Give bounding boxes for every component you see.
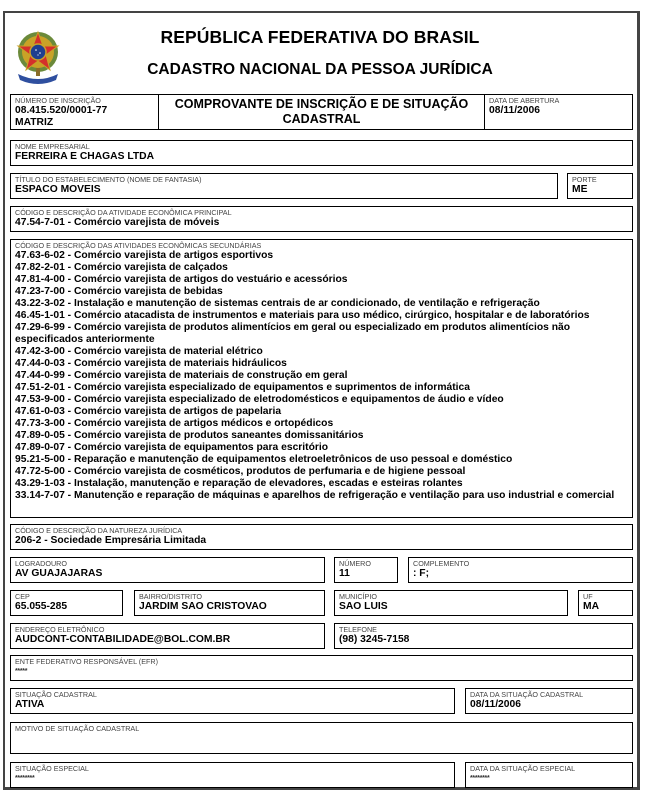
atividade-secundaria-item: 47.42-3-00 - Comércio varejista de material elétrico bbox=[15, 346, 263, 357]
atividade-secundaria-item: 47.82-2-01 - Comércio varejista de calçados bbox=[15, 262, 228, 273]
atividade-secundaria-item: 47.81-4-00 - Comércio varejista de artigos do vestuário e acessórios bbox=[15, 274, 348, 285]
natureza-label: CÓDIGO E DESCRIÇÃO DA NATUREZA JURÍDICA bbox=[15, 526, 183, 535]
logradouro-value: AV GUAJAJARAS bbox=[15, 568, 103, 579]
data-situacao-especial-label: DATA DA SITUAÇÃO ESPECIAL bbox=[470, 764, 576, 773]
email-label: ENDEREÇO ELETRÔNICO bbox=[15, 625, 105, 634]
comprovante-title-line2: CADASTRAL bbox=[282, 112, 361, 126]
brazil-coat-of-arms-icon bbox=[14, 28, 62, 86]
abertura-value: 08/11/2006 bbox=[489, 105, 540, 116]
municipio-label: MUNICÍPIO bbox=[339, 592, 377, 601]
uf-box bbox=[578, 590, 633, 616]
atividades-secundarias-box bbox=[10, 239, 633, 518]
comprovante-box bbox=[158, 94, 485, 130]
data-situacao-box bbox=[465, 688, 633, 714]
municipio-value: SAO LUIS bbox=[339, 601, 388, 612]
bairro-label: BAIRRO/DISTRITO bbox=[139, 592, 202, 601]
municipio-box bbox=[334, 590, 568, 616]
abertura-box bbox=[484, 94, 633, 130]
situacao-label: SITUAÇÃO CADASTRAL bbox=[15, 690, 97, 699]
atividade-secundaria-item: 47.23-7-00 - Comércio varejista de bebidas bbox=[15, 286, 223, 297]
atividade-secundaria-item: 43.22-3-02 - Instalação e manutenção de sistemas centrais de ar condicionado, de ventilação e refrigeração bbox=[15, 298, 540, 309]
atividade-secundaria-item: 95.21-5-00 - Reparação e manutenção de equipamentos eletroeletrônicos de uso pessoal e doméstico bbox=[15, 454, 513, 465]
titulo-value: ESPACO MOVEIS bbox=[15, 184, 101, 195]
cnpj-value: 08.415.520/0001-77 bbox=[15, 105, 108, 116]
atividade-secundaria-item: 47.53-9-00 - Comércio varejista especializado de eletrodomésticos e equipamentos de áudio e vídeo bbox=[15, 394, 504, 405]
bairro-box bbox=[134, 590, 325, 616]
tipo-value: MATRIZ bbox=[15, 116, 54, 128]
natureza-box bbox=[10, 524, 633, 550]
efr-box bbox=[10, 655, 633, 681]
header-title: REPÚBLICA FEDERATIVA DO BRASIL bbox=[160, 27, 480, 47]
email-value: AUDCONT-CONTABILIDADE@BOL.COM.BR bbox=[15, 634, 231, 645]
uf-label: UF bbox=[583, 592, 593, 601]
numero-label: NÚMERO bbox=[339, 559, 371, 568]
efr-label: ENTE FEDERATIVO RESPONSÁVEL (EFR) bbox=[15, 657, 158, 666]
situacao-box bbox=[10, 688, 455, 714]
inscricao-box bbox=[10, 94, 159, 130]
telefone-label: TELEFONE bbox=[339, 625, 377, 634]
bairro-value: JARDIM SAO CRISTOVAO bbox=[139, 601, 267, 612]
cep-label: CEP bbox=[15, 592, 30, 601]
nome-empresarial-value: FERREIRA E CHAGAS LTDA bbox=[15, 151, 155, 162]
motivo-box bbox=[10, 722, 633, 754]
atividade-secundaria-item: 47.72-5-00 - Comércio varejista de cosméticos, produtos de perfumaria e de higiene pessoal bbox=[15, 466, 466, 477]
efr-value: ***** bbox=[15, 668, 28, 675]
atividade-secundaria-item: 43.29-1-03 - Instalação, manutenção e reparação de elevadores, escadas e esteiras rolantes bbox=[15, 478, 463, 489]
atividade-secundaria-item: 47.29-6-99 - Comércio varejista de produtos alimentícios em geral ou especializado em produtos alimentícios não especificados anteriormente bbox=[15, 322, 571, 345]
cep-value: 65.055-285 bbox=[15, 601, 68, 612]
header-subtitle: CADASTRO NACIONAL DA PESSOA JURÍDICA bbox=[147, 61, 493, 78]
numero-box bbox=[334, 557, 398, 583]
telefone-box bbox=[334, 623, 633, 649]
complemento-value: : F; bbox=[413, 568, 430, 579]
atividade-principal-box bbox=[10, 206, 633, 232]
atividade-secundaria-item: 47.89-0-07 - Comércio varejista de equipamentos para escritório bbox=[15, 442, 329, 453]
complemento-label: COMPLEMENTO bbox=[413, 559, 470, 568]
logradouro-label: LOGRADOURO bbox=[15, 559, 67, 568]
situacao-especial-label: SITUAÇÃO ESPECIAL bbox=[15, 764, 89, 773]
porte-box bbox=[567, 173, 633, 199]
nome-empresarial-label: NOME EMPRESARIAL bbox=[15, 142, 90, 151]
atividade-secundaria-item: 47.44-0-03 - Comércio varejista de materiais hidráulicos bbox=[15, 358, 287, 369]
atividade-principal-label: CÓDIGO E DESCRIÇÃO DA ATIVIDADE ECONÔMICA PRINCIPAL bbox=[15, 208, 232, 217]
complemento-box bbox=[408, 557, 633, 583]
situacao-value: ATIVA bbox=[15, 699, 45, 710]
porte-value: ME bbox=[572, 184, 588, 195]
comprovante-title-line1: COMPROVANTE DE INSCRIÇÃO E DE SITUAÇÃO bbox=[174, 97, 469, 111]
atividades-secundarias-label: CÓDIGO E DESCRIÇÃO DAS ATIVIDADES ECONÔMICAS SECUNDÁRIAS bbox=[15, 241, 262, 250]
titulo-box bbox=[10, 173, 558, 199]
situacao-especial-value: ******** bbox=[15, 775, 35, 782]
nome-empresarial-box bbox=[10, 140, 633, 166]
situacao-especial-box bbox=[10, 762, 455, 788]
atividades-secundarias-list bbox=[15, 250, 628, 502]
natureza-value: 206-2 - Sociedade Empresária Limitada bbox=[15, 535, 207, 546]
inscricao-label: NÚMERO DE INSCRIÇÃO bbox=[15, 96, 101, 105]
atividade-secundaria-item: 47.89-0-05 - Comércio varejista de produtos saneantes domissanitários bbox=[15, 430, 364, 441]
atividade-secundaria-item: 47.63-6-02 - Comércio varejista de artigos esportivos bbox=[15, 250, 274, 261]
atividade-secundaria-item: 47.73-3-00 - Comércio varejista de artigos médicos e ortopédicos bbox=[15, 418, 334, 429]
logradouro-box bbox=[10, 557, 325, 583]
cep-box bbox=[10, 590, 123, 616]
porte-label: PORTE bbox=[572, 175, 597, 184]
uf-value: MA bbox=[583, 601, 600, 612]
atividade-secundaria-item: 47.44-0-99 - Comércio varejista de materiais de construção em geral bbox=[15, 370, 348, 381]
data-situacao-label: DATA DA SITUAÇÃO CADASTRAL bbox=[470, 690, 584, 699]
data-situacao-especial-box bbox=[465, 762, 633, 788]
telefone-value: (98) 3245-7158 bbox=[339, 634, 410, 645]
data-situacao-value: 08/11/2006 bbox=[470, 699, 521, 710]
data-situacao-especial-value: ******** bbox=[470, 775, 490, 782]
atividade-principal-value: 47.54-7-01 - Comércio varejista de móveis bbox=[15, 217, 220, 228]
abertura-label: DATA DE ABERTURA bbox=[489, 96, 560, 105]
email-box bbox=[10, 623, 325, 649]
atividade-secundaria-item: 33.14-7-07 - Manutenção e reparação de máquinas e aparelhos de refrigeração e ventilação para uso industrial e comercial bbox=[15, 490, 615, 501]
motivo-label: MOTIVO DE SITUAÇÃO CADASTRAL bbox=[15, 724, 140, 733]
atividade-secundaria-item: 46.45-1-01 - Comércio atacadista de instrumentos e materiais para uso médico, cirúrgico, hospitalar e de laboratórios bbox=[15, 310, 590, 321]
atividade-secundaria-item: 47.51-2-01 - Comércio varejista especializado de equipamentos e suprimentos de informática bbox=[15, 382, 470, 393]
atividade-secundaria-item: 47.61-0-03 - Comércio varejista de artigos de papelaria bbox=[15, 406, 282, 417]
numero-value: 11 bbox=[339, 568, 350, 579]
titulo-label: TÍTULO DO ESTABELECIMENTO (NOME DE FANTASIA) bbox=[15, 175, 202, 184]
